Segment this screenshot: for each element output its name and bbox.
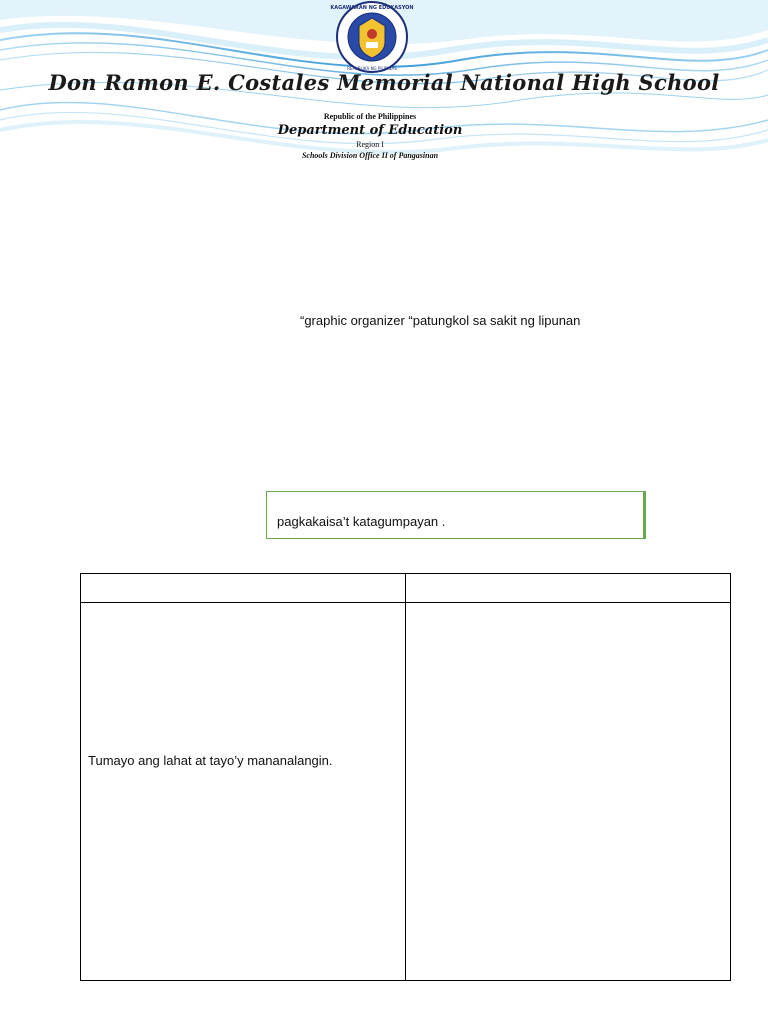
seal-bottom-text: REPUBLIKA NG PILIPINAS (347, 66, 397, 71)
seal-top-text: KAGAWARAN NG EDUKASYON (330, 5, 414, 11)
department-label: Department of Education (277, 123, 463, 138)
table-cell-left (81, 603, 406, 981)
table-row (81, 603, 731, 981)
republic-label: Republic of the Philippines (323, 112, 417, 121)
table-header-row (81, 574, 731, 603)
box-text: pagkakaisa’t katagumpayan . (277, 514, 446, 529)
table-header-left (81, 574, 406, 603)
deped-seal-logo (330, 0, 414, 74)
region-label: Region I (356, 140, 384, 149)
school-name-title: Don Ramon E. Costales Memorial National High School (48, 70, 720, 95)
graphic-organizer-text: “graphic organizer “patungkol sa sakit ng lipunan (300, 313, 581, 328)
bordered-text-box (266, 491, 646, 539)
table-header-right (406, 574, 731, 603)
division-label: Schools Division Office II of Pangasinan (301, 151, 439, 160)
cell-left-text: Tumayo ang lahat at tayo’y mananalangin. (88, 753, 333, 768)
table-cell-right (406, 603, 731, 981)
two-column-table (80, 573, 731, 981)
